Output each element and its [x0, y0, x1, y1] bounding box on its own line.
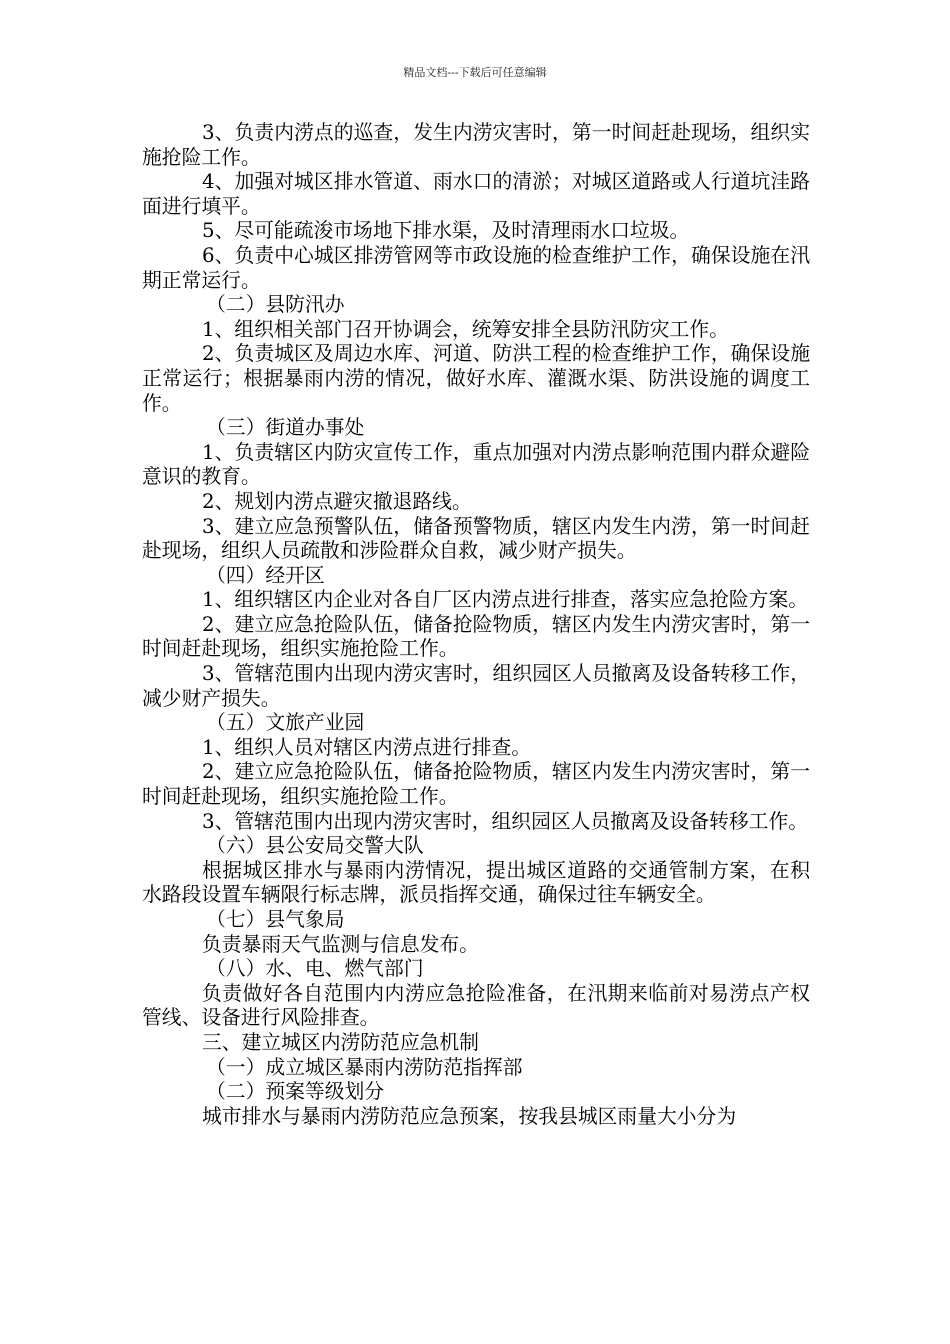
paragraph: 2、负责城区及周边水库、河道、防洪工程的检查维护工作，确保设施正常运行；根据暴雨内涝的情况，做好水库、灌溉水渠、防洪设施的调度工作。: [142, 342, 810, 415]
paragraph: 3、管辖范围内出现内涝灾害时，组织园区人员撤离及设备转移工作，减少财产损失。: [142, 662, 810, 710]
section-heading: （五）文旅产业园: [206, 711, 365, 735]
paragraph: 负责做好各自范围内内涝应急抢险准备，在汛期来临前对易涝点产权管线、设备进行风险排查。: [142, 981, 810, 1030]
paragraph: 根据城区排水与暴雨内涝情况，提出城区道路的交通管制方案，在积水路段设置车辆限行标志牌，派员指挥交通，确保过往车辆安全。: [142, 858, 810, 907]
page-header: 精品文档---下载后可任意编辑: [403, 66, 547, 79]
paragraph: 4、加强对城区排水管道、雨水口的清淤；对城区道路或人行道坑洼路面进行填平。: [142, 170, 810, 218]
section-heading: （三）街道办事处: [206, 416, 365, 440]
document-body: [142, 121, 810, 1129]
section-heading: （二）县防汛办: [206, 293, 345, 317]
paragraph: 2、建立应急抢险队伍，储备抢险物质，辖区内发生内涝灾害时，第一时间赶赴现场，组织实施抢险工作。: [142, 760, 810, 809]
paragraph: 1、组织相关部门召开协调会，统筹安排全县防汛防灾工作。: [202, 317, 729, 341]
paragraph: 城市排水与暴雨内涝防范应急预案，按我县城区雨量大小分为: [202, 1104, 737, 1128]
paragraph: 2、规划内涝点避灾撤退路线。: [202, 489, 472, 513]
paragraph: 3、建立应急预警队伍，储备预警物质，辖区内发生内涝，第一时间赶赴现场，组织人员疏散和涉险群众自救，减少财产损失。: [142, 514, 810, 563]
paragraph: 1、组织人员对辖区内涝点进行排查。: [202, 735, 532, 759]
paragraph: 负责暴雨天气监测与信息发布。: [202, 932, 479, 956]
paragraph: 6、负责中心城区排涝管网等市政设施的检查维护工作，确保设施在汛期正常运行。: [142, 243, 810, 292]
paragraph: 1、组织辖区内企业对各自厂区内涝点进行排查，落实应急抢险方案。: [202, 588, 809, 612]
paragraph: 3、负责内涝点的巡查，发生内涝灾害时，第一时间赶赴现场，组织实施抢险工作。: [142, 121, 810, 169]
section-heading: （八）水、电、燃气部门: [206, 957, 424, 981]
chapter-heading: 三、建立城区内涝防范应急机制: [202, 1030, 479, 1054]
section-heading: （二）预案等级划分: [206, 1080, 385, 1104]
section-heading: （一）成立城区暴雨内涝防范指挥部: [206, 1055, 523, 1079]
section-heading: （七）县气象局: [206, 908, 345, 931]
paragraph: 1、负责辖区内防灾宣传工作，重点加强对内涝点影响范围内群众避险意识的教育。: [142, 440, 810, 489]
paragraph: 5、尽可能疏浚市场地下排水渠，及时清理雨水口垃圾。: [202, 219, 690, 243]
paragraph: 2、建立应急抢险队伍，储备抢险物质，辖区内发生内涝灾害时，第一时间赶赴现场，组织实施抢险工作。: [142, 612, 810, 661]
section-heading: （六）县公安局交警大队: [206, 834, 424, 858]
paragraph: 3、管辖范围内出现内涝灾害时，组织园区人员撤离及设备转移工作。: [202, 809, 809, 833]
section-heading: （四）经开区: [206, 563, 325, 587]
